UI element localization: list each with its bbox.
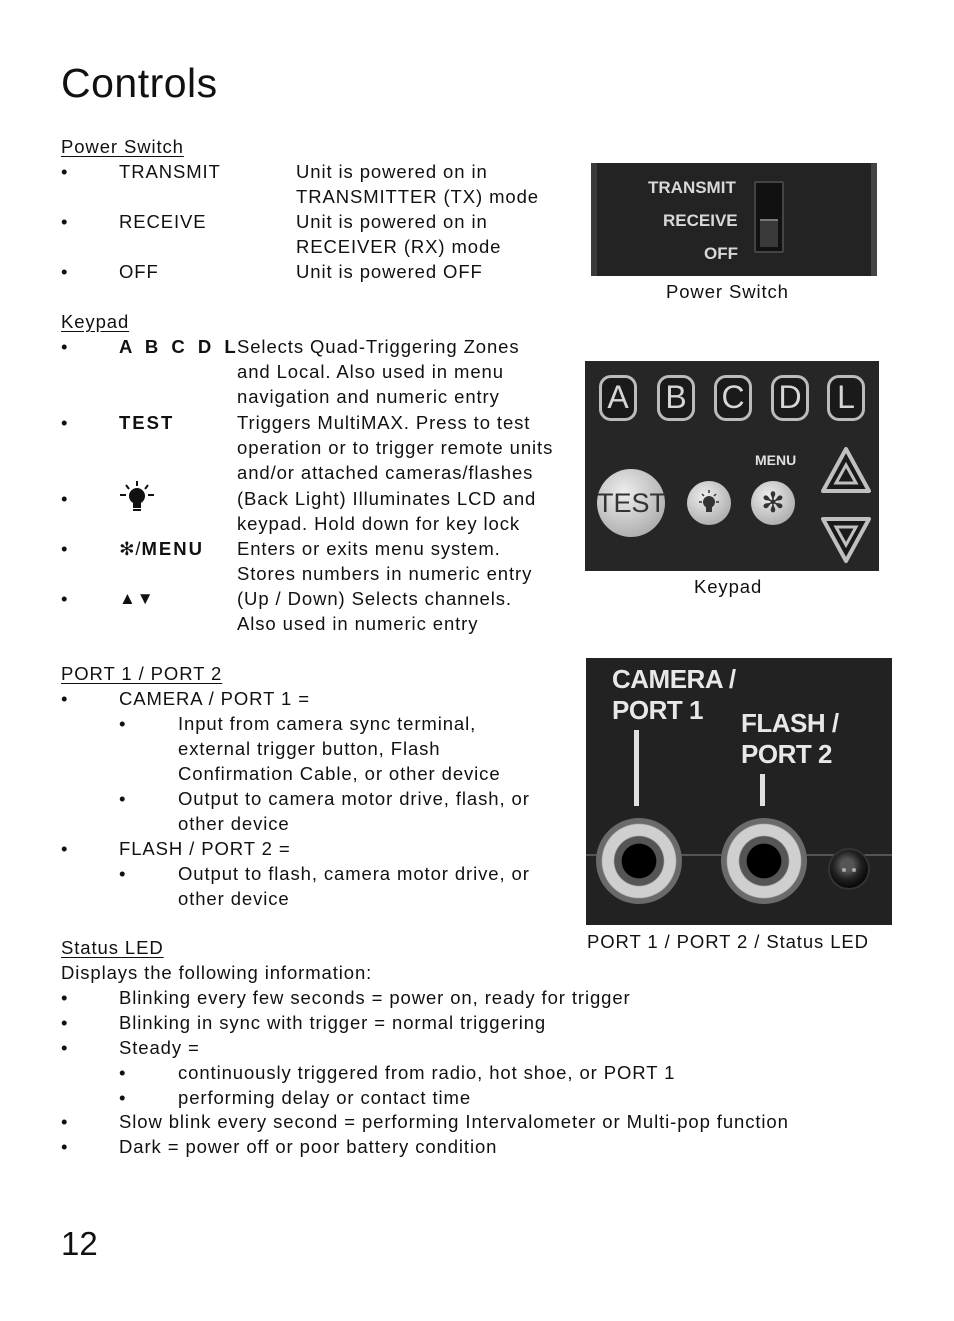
port-line: CAMERA / PORT 1 = bbox=[119, 688, 310, 709]
port-line: FLASH / PORT 2 = bbox=[119, 838, 291, 859]
status-line: performing delay or contact time bbox=[178, 1087, 472, 1108]
switch-label-off: OFF bbox=[704, 244, 738, 263]
keypad-caption: Keypad bbox=[694, 576, 763, 597]
bullet: • bbox=[61, 838, 69, 859]
port2-jack bbox=[721, 818, 807, 904]
ports-photo bbox=[586, 658, 892, 925]
status-line: Slow blink every second = performing Intervalometer or Multi-pop function bbox=[119, 1111, 789, 1132]
key-c: C bbox=[714, 375, 752, 421]
status-led-heading: Status LED bbox=[61, 937, 164, 958]
port-label-line: PORT 2 bbox=[741, 739, 832, 769]
page-title: Controls bbox=[61, 60, 218, 106]
key-b: B bbox=[657, 375, 695, 421]
up-down-arrows-label: ▲▼ bbox=[119, 589, 155, 608]
receive-desc-line: RECEIVER (RX) mode bbox=[296, 236, 502, 257]
status-line: continuously triggered from radio, hot shoe, or PORT 1 bbox=[178, 1062, 676, 1083]
status-line: Dark = power off or poor battery condition bbox=[119, 1136, 498, 1157]
port-label-line: PORT 1 bbox=[612, 695, 703, 725]
camera-port1-label bbox=[612, 664, 736, 726]
status-line: Blinking every few seconds = power on, ready for trigger bbox=[119, 987, 631, 1008]
bullet: • bbox=[61, 261, 69, 282]
menu-key-label bbox=[119, 536, 204, 561]
switch-label-transmit: TRANSMIT bbox=[648, 178, 736, 197]
test-button: TEST bbox=[597, 469, 665, 537]
bullet: • bbox=[119, 863, 127, 884]
abcdl-keys-label: A B C D L bbox=[119, 336, 240, 357]
off-desc-line: Unit is powered OFF bbox=[296, 261, 483, 282]
switch-label-receive: RECEIVE bbox=[663, 211, 738, 230]
backlight-button bbox=[687, 481, 731, 525]
transmit-desc-line: Unit is powered on in bbox=[296, 161, 488, 182]
bullet: • bbox=[61, 336, 69, 357]
up-arrow-button bbox=[819, 445, 873, 495]
backlight-desc-line: (Back Light) Illuminates LCD and bbox=[237, 488, 537, 509]
port-line: Input from camera sync terminal, bbox=[178, 713, 477, 734]
page-number: 12 bbox=[61, 1225, 98, 1262]
backlight-bulb-icon bbox=[687, 481, 731, 525]
asterisk-icon: ✻/ bbox=[119, 538, 142, 559]
keypad-heading: Keypad bbox=[61, 311, 130, 332]
bullet: • bbox=[61, 1012, 69, 1033]
receive-desc-line: Unit is powered on in bbox=[296, 211, 488, 232]
bullet: • bbox=[61, 1037, 69, 1058]
keypad-photo bbox=[585, 361, 879, 571]
bullet: • bbox=[61, 688, 69, 709]
ports-heading: PORT 1 / PORT 2 bbox=[61, 663, 223, 684]
receive-label: RECEIVE bbox=[119, 211, 207, 232]
bullet: • bbox=[61, 538, 69, 559]
power-switch-photo bbox=[591, 163, 877, 276]
status-line: Steady = bbox=[119, 1037, 200, 1058]
menu-label: MENU bbox=[755, 452, 797, 468]
port-line: Output to camera motor drive, flash, or bbox=[178, 788, 530, 809]
port-line: other device bbox=[178, 813, 290, 834]
down-arrow-button bbox=[819, 515, 873, 565]
port-label-line: CAMERA / bbox=[612, 664, 736, 694]
asterisk-icon: ✻ bbox=[761, 487, 785, 518]
slider-knob bbox=[760, 219, 778, 247]
power-switch-heading: Power Switch bbox=[61, 136, 184, 157]
power-slider bbox=[754, 181, 784, 253]
test-desc-line: operation or to trigger remote units bbox=[237, 437, 554, 458]
updown-desc-line: Also used in numeric entry bbox=[237, 613, 479, 634]
menu-asterisk-button bbox=[751, 481, 795, 525]
status-led bbox=[828, 848, 870, 890]
menu-desc-line: Stores numbers in numeric entry bbox=[237, 563, 533, 584]
abcdl-desc-line: and Local. Also used in menu bbox=[237, 361, 504, 382]
abcdl-desc-line: navigation and numeric entry bbox=[237, 386, 500, 407]
port-label-line: FLASH / bbox=[741, 708, 839, 738]
power-switch-caption: Power Switch bbox=[666, 281, 789, 302]
bullet: • bbox=[61, 161, 69, 182]
bullet: • bbox=[119, 713, 127, 734]
bullet: • bbox=[119, 1062, 127, 1083]
led-reflection bbox=[842, 868, 846, 872]
port1-jack bbox=[596, 818, 682, 904]
transmit-desc-line: TRANSMITTER (TX) mode bbox=[296, 186, 539, 207]
key-l: L bbox=[827, 375, 865, 421]
status-line: Blinking in sync with trigger = normal triggering bbox=[119, 1012, 547, 1033]
bullet: • bbox=[119, 1087, 127, 1108]
port-line: Confirmation Cable, or other device bbox=[178, 763, 501, 784]
bullet: • bbox=[119, 788, 127, 809]
port-line: external trigger button, Flash bbox=[178, 738, 441, 759]
led-reflection bbox=[852, 868, 856, 872]
menu-key-text: MENU bbox=[141, 538, 204, 559]
bullet: • bbox=[61, 488, 69, 509]
test-key-label: TEST bbox=[119, 412, 175, 433]
backlight-bulb-icon bbox=[118, 480, 156, 512]
port1-indicator-line bbox=[634, 730, 639, 806]
bullet: • bbox=[61, 412, 69, 433]
bullet: • bbox=[61, 1136, 69, 1157]
test-desc-line: and/or attached cameras/flashes bbox=[237, 462, 534, 483]
port2-indicator-line bbox=[760, 774, 765, 806]
status-led-intro: Displays the following information: bbox=[61, 962, 373, 983]
abcdl-desc-line: Selects Quad-Triggering Zones bbox=[237, 336, 520, 357]
menu-desc-line: Enters or exits menu system. bbox=[237, 538, 501, 559]
bullet: • bbox=[61, 211, 69, 232]
port-line: Output to flash, camera motor drive, or bbox=[178, 863, 530, 884]
backlight-desc-line: keypad. Hold down for key lock bbox=[237, 513, 521, 534]
key-a: A bbox=[599, 375, 637, 421]
flash-port2-label bbox=[741, 708, 839, 770]
key-d: D bbox=[771, 375, 809, 421]
updown-desc-line: (Up / Down) Selects channels. bbox=[237, 588, 512, 609]
bullet: • bbox=[61, 987, 69, 1008]
port-line: other device bbox=[178, 888, 290, 909]
transmit-label: TRANSMIT bbox=[119, 161, 221, 182]
bullet: • bbox=[61, 1111, 69, 1132]
bullet: • bbox=[61, 588, 69, 609]
test-desc-line: Triggers MultiMAX. Press to test bbox=[237, 412, 531, 433]
ports-caption: PORT 1 / PORT 2 / Status LED bbox=[587, 931, 869, 952]
off-label: OFF bbox=[119, 261, 159, 282]
